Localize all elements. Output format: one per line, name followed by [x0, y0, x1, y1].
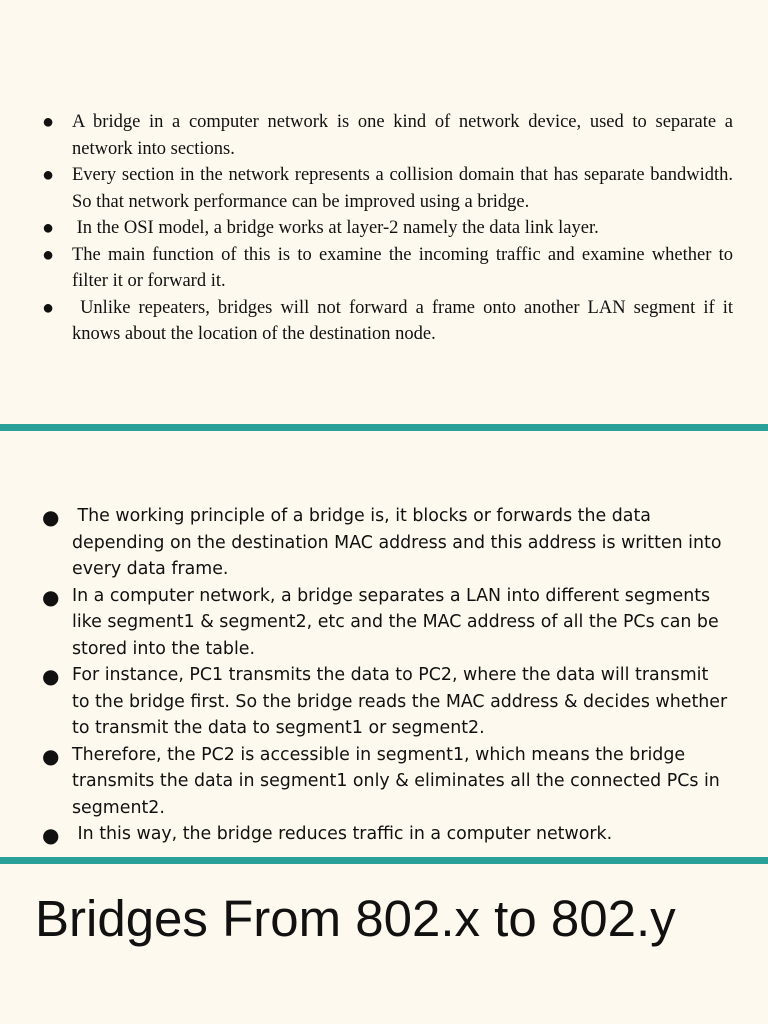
- bullet-icon: ●: [42, 584, 60, 609]
- divider: [0, 857, 768, 864]
- bullet-icon: ●: [42, 296, 55, 319]
- bridge-working-section: [0, 503, 768, 848]
- list-item-text: In the OSI model, a bridge works at layer-2 namely the data link layer.: [72, 218, 599, 238]
- divider: [0, 424, 768, 431]
- list-item-text: In a computer network, a bridge separates a LAN into different segments like segment1 & segment2, etc and the MAC address of all the PCs can be stored into the table.: [72, 585, 719, 659]
- bullet-icon: ●: [42, 743, 60, 768]
- list-item-text: The main function of this is to examine the incoming traffic and examine whether to filter it or forward it.: [72, 244, 733, 291]
- bridge-overview-section: [0, 109, 768, 348]
- list-item: [0, 215, 768, 242]
- list-item: [0, 295, 768, 348]
- list-item: [0, 503, 768, 583]
- bullet-icon: ●: [42, 664, 60, 688]
- list-item: [0, 242, 768, 295]
- list-item: [0, 821, 768, 848]
- bullet-icon: ●: [42, 217, 55, 239]
- list-item: [0, 742, 768, 822]
- bullet-icon: ●: [42, 243, 55, 266]
- bullet-icon: ●: [42, 505, 60, 529]
- bullet-icon: ●: [42, 164, 55, 186]
- list-item-text: The working principle of a bridge is, it blocks or forwards the data depending on the destination MAC address and this address is written into every data frame.: [72, 506, 728, 579]
- list-item: [0, 162, 768, 215]
- list-item: [0, 583, 768, 663]
- bullet-icon: ●: [42, 823, 60, 847]
- list-item-text: Unlike repeaters, bridges will not forward a frame onto another LAN segment if it knows about the location of the destination node.: [72, 297, 738, 344]
- list-item-text: Every section in the network represents a collision domain that has separate bandwidth. So that network performance can be improved using a bridge.: [72, 165, 733, 212]
- list-item-text: Therefore, the PC2 is accessible in segment1, which means the bridge transmits the data in segment1 only & eliminates all the connected PCs in segment2.: [72, 744, 720, 818]
- bridge-working-list: [0, 503, 768, 848]
- list-item: [0, 662, 768, 742]
- list-item: [0, 109, 768, 162]
- bullet-icon: ●: [42, 111, 55, 133]
- list-item-text: In this way, the bridge reduces traffic in a computer network.: [72, 824, 613, 844]
- bridge-overview-list: [0, 109, 768, 348]
- list-item-text: A bridge in a computer network is one kind of network device, used to separate a network into sections.: [72, 112, 733, 159]
- page-title: Bridges From 802.x to 802.y: [35, 890, 676, 947]
- list-item-text: For instance, PC1 transmits the data to PC2, where the data will transmit to the bridge first. So the bridge reads the MAC address & decides whether to transmit the data to segment1 or segment2.: [72, 665, 728, 738]
